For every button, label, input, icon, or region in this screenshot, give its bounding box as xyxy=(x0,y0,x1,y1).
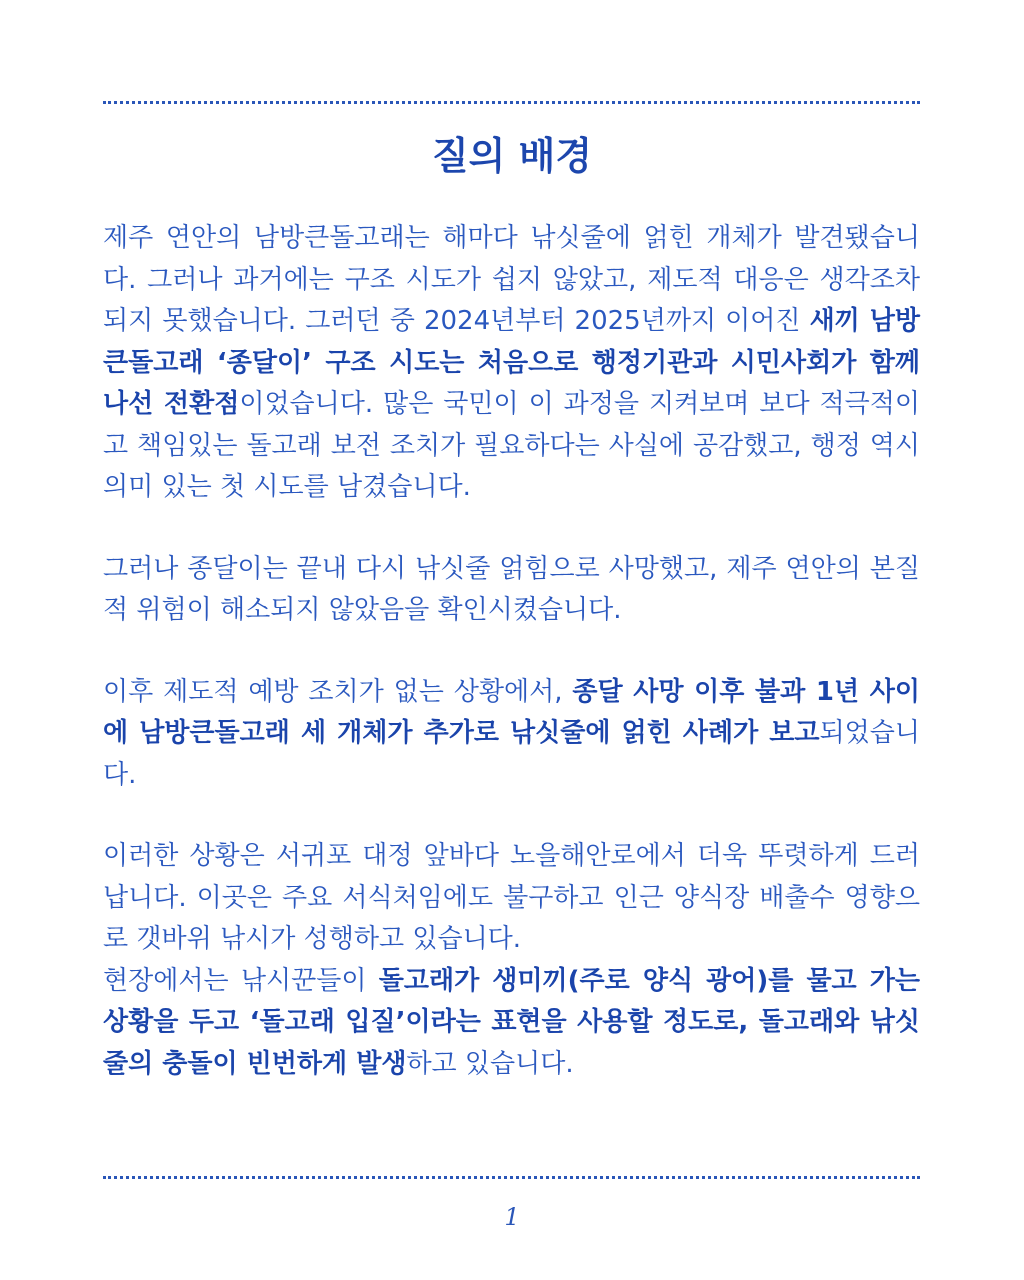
location-text: 이러한 상황은 서귀포 대정 앞바다 노을해안로에서 더욱 뚜렷하게 드러납니다. 이곳은 주요 서식처임에도 불구하고 인근 양식장 배출수 영향으로 갯바위 낚시가 성행하고 있습니다. xyxy=(103,841,920,954)
paragraph-cases xyxy=(103,672,920,797)
field-text-end: 하고 있습니다. xyxy=(406,1048,574,1079)
intro-text-end: 이었습니다. 많은 국민이 이 과정을 지켜보며 보다 적극적이고 책임있는 돌고래 보전 조치가 필요하다는 사실에 공감했고, 행정 역시 의미 있는 첫 시도를 남겼습니다. xyxy=(103,389,921,502)
intro-highlight: 새끼 남방큰돌고래 ‘종달이’ 구조 시도는 처음으로 행정기관과 시민사회가 함께 나선 전환점 xyxy=(103,306,920,419)
cases-highlight: 종달 사망 이후 불과 1년 사이에 남방큰돌고래 세 개체가 추가로 낚싯줄에 얽힌 사례가 보고 xyxy=(103,676,920,748)
field-text: 현장에서는 낚시꾼들이 xyxy=(103,965,379,996)
intro-text: 제주 연안의 남방큰돌고래는 해마다 낚싯줄에 얽힌 개체가 발견됐습니다. 그러나 과거에는 구조 시도가 쉽지 않았고, 제도적 대응은 생각조차 되지 못했습니다. 그러던 중 2024년부터 2025년까지 이어진 xyxy=(103,223,920,336)
paragraph-location xyxy=(103,836,920,961)
paragraph-death xyxy=(103,549,920,632)
page-number: 1 xyxy=(504,1203,520,1231)
death-text: 그러나 종달이는 끝내 다시 낚싯줄 얽힘으로 사망했고, 제주 연안의 본질적 위험이 해소되지 않았음을 확인시켰습니다. xyxy=(103,553,920,625)
cases-text: 이후 제도적 예방 조치가 없는 상황에서, xyxy=(103,676,573,707)
top-divider xyxy=(103,101,920,104)
field-highlight: 돌고래가 생미끼(주로 양식 광어)를 물고 가는 상황을 두고 ‘돌고래 입질’이라는 표현을 사용할 정도로, 돌고래와 낚싯줄의 충돌이 빈번하게 발생 xyxy=(103,965,920,1079)
page-title: 질의 배경 xyxy=(431,134,593,178)
paragraph-field xyxy=(103,961,920,1086)
cases-text-end: 되었습니다. xyxy=(103,718,920,790)
bottom-divider xyxy=(103,1176,920,1179)
document-body xyxy=(103,218,920,1085)
paragraph-intro xyxy=(103,218,920,509)
